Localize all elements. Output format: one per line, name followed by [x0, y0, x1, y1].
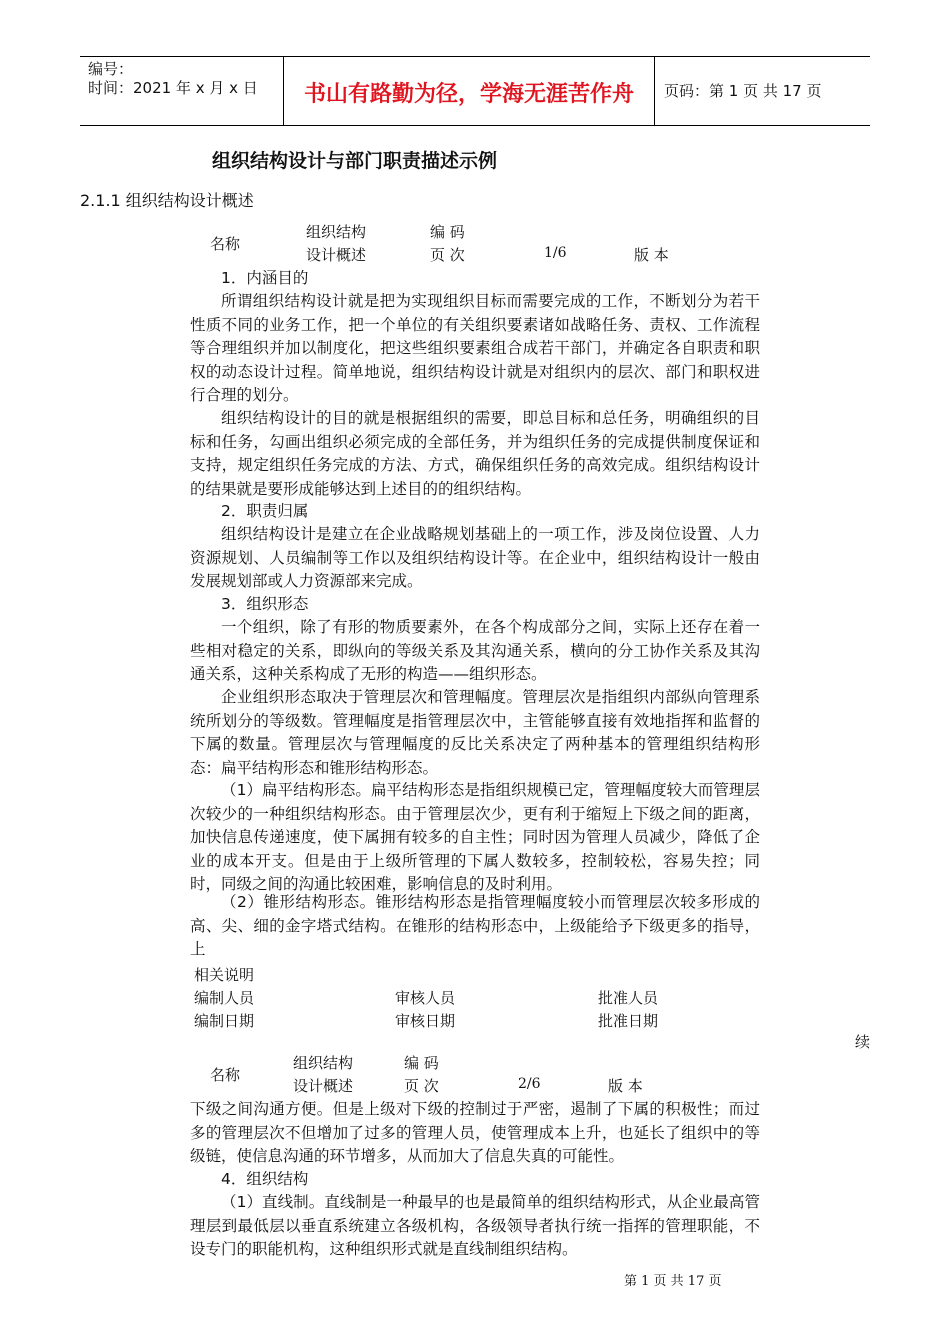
- meta-version-label: 版 本: [634, 246, 669, 264]
- editor-label: 编制人员: [194, 989, 255, 1007]
- meta-name-line1: 组织结构: [306, 223, 367, 241]
- heading-form: 3．组织形态: [221, 595, 309, 613]
- reviewer-label: 审核人员: [395, 989, 456, 1007]
- paragraph-8: 下级之间沟通方便。但是上级对下级的控制过于严密，遏制了下属的积极性；而过多的管理层次不但增加了过多的管理人员，使管理成本上升，也延长了组织中的等级链，使信息沟通的环节增多，从而加大了信息失真的可能性。: [190, 1100, 760, 1165]
- motto-banner: 书山有路勤为径，学海无涯苦作舟: [303, 80, 634, 107]
- header-bottom-rule: [80, 125, 870, 126]
- meta-version-label: 版 本: [608, 1077, 643, 1095]
- heading-purpose: 1．内涵目的: [221, 269, 309, 287]
- meta-name-line1: 组织结构: [293, 1054, 354, 1072]
- meta-name-label: 名称: [210, 1066, 241, 1084]
- paragraph-2: 组织结构设计的目的就是根据组织的需要，即总目标和总任务，明确组织的目标和任务，勾画出组织必须完成的全部任务，并为组织任务的完成提供制度保证和支持，规定组织任务完成的方法、方式，确保组织任务的高效完成。组织结构设计的结果就是要形成能够达到上述目的的组织结构。: [190, 409, 760, 498]
- paragraph-9: （1）直线制。直线制是一种最早的也是最简单的组织结构形式，从企业最高管理层到最低层以垂直系统建立各级机构，各级领导者执行统一指挥的管理职能，不设专门的职能机构，这种组织形式就是直线制组织结构。: [190, 1193, 760, 1258]
- related-label: 相关说明: [194, 966, 255, 984]
- approve-date-label: 批准日期: [598, 1012, 659, 1030]
- meta-name-line2: 设计概述: [293, 1077, 354, 1095]
- paragraph-6: （1）扁平结构形态。扁平结构形态是指组织规模已定，管理幅度较大而管理层次较少的一种组织结构形态。由于管理层次少，更有利于缩短上下级之间的距离，加快信息传递速度，使下属拥有较多的自主性；同时因为管理人员减少，降低了企业的成本开支。但是由于上级所管理的下属人数较多，控制较松，容易失控；同时，同级之间的沟通比较困难，影响信息的及时利用。: [190, 781, 760, 893]
- heading-responsibility: 2．职责归属: [221, 502, 309, 520]
- paragraph-1: 所谓组织结构设计就是把为实现组织目标而需要完成的工作，不断划分为若干性质不同的业务工作，把一个单位的有关组织要素诸如战略任务、责权、工作流程等合理组织并加以制度化，把这些组织要素组合成若干部门，并确定各自职责和职权的动态设计过程。简单地说，组织结构设计就是对组织内的层次、部门和职权进行合理的划分。: [190, 292, 760, 404]
- document-title: 组织结构设计与部门职责描述示例: [212, 150, 498, 172]
- paragraph-5: 企业组织形态取决于管理层次和管理幅度。管理层次是指组织内部纵向管理系统所划分的等级数。管理幅度是指管理层次中，主管能够直接有效地指挥和监督的下属的数量。管理层次与管理幅度的反比关系决定了两种基本的管理组织结构形态：扁平结构形态和锥形结构形态。: [190, 688, 760, 777]
- meta-name-label: 名称: [210, 235, 241, 253]
- heading-structure: 4．组织结构: [221, 1170, 309, 1188]
- header-divider-right: [654, 56, 655, 125]
- continued-mark: 续: [855, 1033, 871, 1051]
- code-label: 编号：: [88, 60, 134, 78]
- paragraph-7: （2）锥形结构形态。锥形结构形态是指管理幅度较小而管理层次较多形成的高、尖、细的金字塔式结构。在锥形的结构形态中，上级能给予下级更多的指导，上: [190, 893, 760, 958]
- meta-page-label: 页 次: [430, 246, 465, 264]
- header-left-block: [88, 60, 258, 98]
- paragraph-3: 组织结构设计是建立在企业战略规划基础上的一项工作，涉及岗位设置、人力资源规划、人员编制等工作以及组织结构设计等。在企业中，组织结构设计一般由发展规划部或人力资源部来完成。: [190, 525, 760, 590]
- review-date-label: 审核日期: [395, 1012, 456, 1030]
- edit-date-label: 编制日期: [194, 1012, 255, 1030]
- paragraph-4: 一个组织，除了有形的物质要素外，在各个构成部分之间，实际上还存在着一些相对稳定的关系，即纵向的等级关系及其沟通关系，横向的分工协作关系及其沟通关系，这种关系构成了无形的构造——组织形态。: [190, 618, 760, 683]
- meta-code-label: 编 码: [404, 1054, 439, 1072]
- page-footer: 第 1 页 共 17 页: [624, 1274, 722, 1289]
- meta-name-line2: 设计概述: [306, 246, 367, 264]
- approver-label: 批准人员: [598, 989, 659, 1007]
- meta-page-label: 页 次: [404, 1077, 439, 1095]
- meta-page-value: 2/6: [518, 1076, 541, 1092]
- section-heading: 2.1.1 组织结构设计概述: [80, 191, 254, 210]
- time-label: 时间：2021 年 x 月 x 日: [88, 79, 258, 97]
- header-page-info: 页码：第 1 页 共 17 页: [664, 82, 822, 100]
- meta-page-value: 1/6: [544, 245, 567, 261]
- meta-code-label: 编 码: [430, 223, 465, 241]
- header-top-rule: [80, 56, 870, 57]
